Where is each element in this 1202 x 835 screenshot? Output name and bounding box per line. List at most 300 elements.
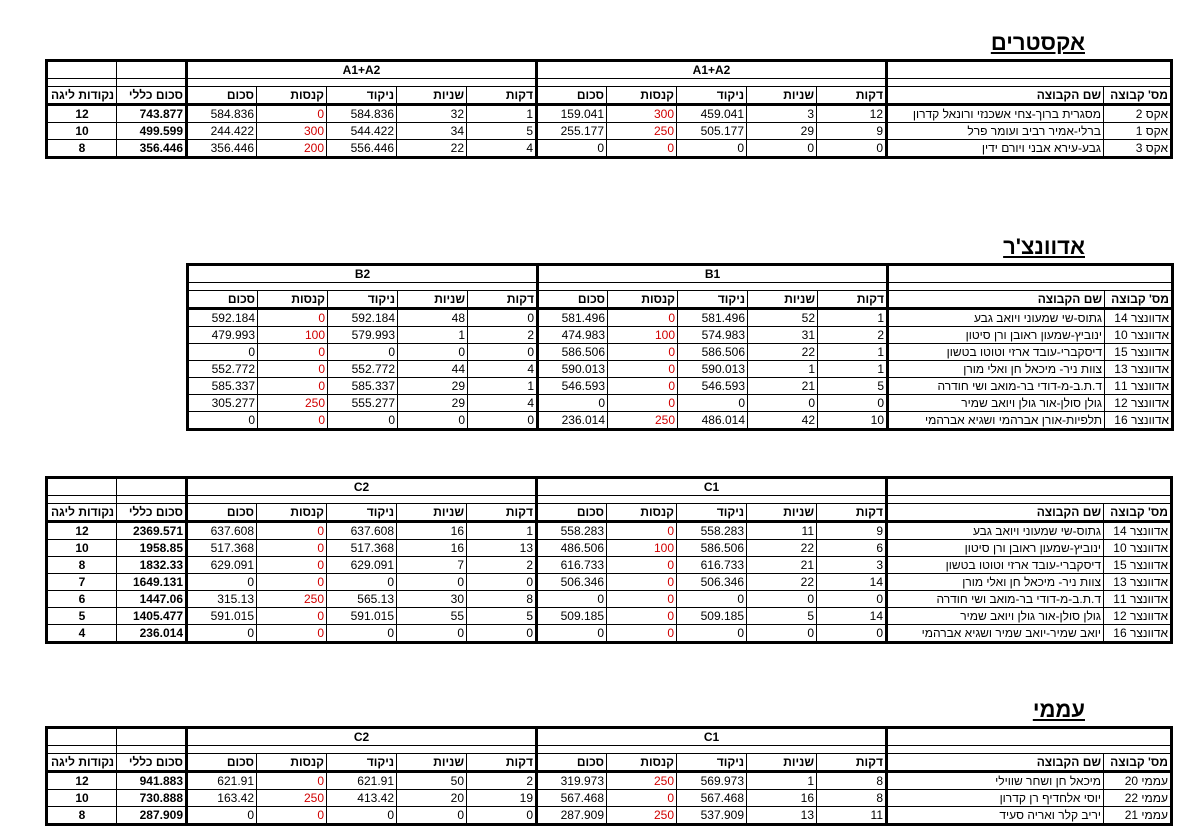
col-header-score: ניקוד	[328, 291, 398, 309]
g1-seconds: 0	[747, 140, 817, 158]
g1-seconds: 29	[747, 123, 817, 140]
section-title-adventure: אדוונצ'ר	[1003, 234, 1085, 259]
g1-sum: 474.983	[538, 327, 608, 344]
col-header-score: ניקוד	[678, 291, 748, 309]
g1-score: 506.346	[677, 574, 747, 591]
g2-score: 544.422	[327, 123, 397, 140]
g1-seconds: 22	[748, 344, 818, 361]
table-row	[47, 522, 1172, 540]
g2-penalties: 250	[258, 395, 328, 412]
header-spacer	[117, 478, 187, 496]
col-header-sum: סכום	[537, 87, 607, 105]
col-header-team-no: מס' קבוצה	[1104, 754, 1172, 772]
g2-sum: 0	[187, 625, 257, 643]
col-header-team-name: שם הקבוצה	[887, 87, 1104, 105]
col-header-penalties: קנסות	[607, 754, 677, 772]
team-number: אקס 1	[1104, 123, 1172, 140]
total-sum: 1405.477	[117, 608, 187, 625]
g1-minutes: 10	[818, 412, 888, 430]
blank-cell	[187, 496, 537, 504]
g2-sum: 244.422	[187, 123, 257, 140]
g1-seconds: 3	[747, 105, 817, 123]
blank-cell	[117, 496, 187, 504]
team-number: אדוונצר 13	[1105, 361, 1173, 378]
g1-minutes: 11	[817, 807, 887, 825]
league-points: 4	[47, 625, 117, 643]
col-header-total: סכום כללי	[117, 87, 187, 105]
league-points: 10	[47, 790, 117, 807]
g1-sum: 567.468	[537, 790, 607, 807]
g2-penalties: 300	[257, 123, 327, 140]
col-header-minutes: דקות	[818, 291, 888, 309]
g1-penalties: 0	[607, 140, 677, 158]
g1-sum: 546.593	[538, 378, 608, 395]
g1-penalties: 300	[607, 105, 677, 123]
g2-penalties: 100	[258, 327, 328, 344]
g2-penalties: 0	[257, 574, 327, 591]
g2-penalties: 0	[258, 378, 328, 395]
team-name: דיסקברי-עובד ארזי וטוטו בטשון	[887, 557, 1104, 574]
g1-seconds: 31	[748, 327, 818, 344]
g1-score: 558.283	[677, 522, 747, 540]
g1-sum: 558.283	[537, 522, 607, 540]
table-row	[188, 309, 1173, 327]
g1-penalties: 0	[608, 395, 678, 412]
g1-minutes: 9	[817, 522, 887, 540]
col-header-sum: סכום	[537, 754, 607, 772]
g2-score: 585.337	[328, 378, 398, 395]
table-row	[47, 105, 1172, 123]
col-header-minutes: דקות	[817, 87, 887, 105]
col-header-minutes: דקות	[817, 504, 887, 522]
total-sum: 499.599	[117, 123, 187, 140]
g2-sum: 0	[187, 807, 257, 825]
team-name: יוסי אלחדיף רן קדרון	[887, 790, 1104, 807]
team-name: גולן סולן-אור גולן ויואב שמיר	[888, 395, 1105, 412]
col-header-penalties: קנסות	[608, 291, 678, 309]
g2-minutes: 5	[467, 608, 537, 625]
g2-minutes: 0	[467, 574, 537, 591]
g2-minutes: 0	[468, 309, 538, 327]
col-header-seconds: שניות	[398, 291, 468, 309]
g2-penalties: 0	[258, 412, 328, 430]
league-points: 6	[47, 591, 117, 608]
col-header-score: ניקוד	[327, 87, 397, 105]
g1-penalties: 0	[608, 361, 678, 378]
blank-cell	[117, 746, 187, 754]
g1-score: 567.468	[677, 790, 747, 807]
g2-seconds: 29	[398, 395, 468, 412]
g1-score: 574.983	[678, 327, 748, 344]
g2-sum: 585.337	[188, 378, 258, 395]
g1-penalties: 0	[608, 309, 678, 327]
team-name: ינוביץ-שמעון ראובן ורן סיטון	[888, 327, 1105, 344]
table-row	[188, 327, 1173, 344]
g2-penalties: 0	[257, 540, 327, 557]
col-header-league-points: נקודות ליגה	[47, 87, 117, 105]
g2-minutes: 19	[467, 790, 537, 807]
g2-penalties: 0	[258, 344, 328, 361]
team-name: יריב קלר ואריה סעיד	[887, 807, 1104, 825]
g1-score: 546.593	[678, 378, 748, 395]
g1-sum: 586.506	[538, 344, 608, 361]
team-number: אדוונצר 10	[1104, 540, 1172, 557]
g1-score: 0	[677, 140, 747, 158]
g1-minutes: 6	[817, 540, 887, 557]
g1-minutes: 0	[817, 591, 887, 608]
g2-seconds: 44	[398, 361, 468, 378]
g1-sum: 616.733	[537, 557, 607, 574]
g2-sum: 552.772	[188, 361, 258, 378]
table-row	[188, 378, 1173, 395]
g1-seconds: 0	[747, 625, 817, 643]
header-spacer	[117, 728, 187, 746]
g2-score: 565.13	[327, 591, 397, 608]
table-row	[47, 574, 1172, 591]
group-label: A1+A2	[187, 61, 537, 79]
results-table-adventure-c	[45, 476, 1173, 644]
blank-cell	[887, 746, 1172, 754]
g1-sum: 287.909	[537, 807, 607, 825]
g1-seconds: 42	[748, 412, 818, 430]
header-spacer	[47, 478, 117, 496]
col-header-penalties: קנסות	[258, 291, 328, 309]
g1-penalties: 0	[607, 591, 677, 608]
header-spacer	[887, 478, 1172, 496]
g2-minutes: 8	[467, 591, 537, 608]
table-row	[47, 807, 1172, 825]
g1-score: 459.041	[677, 105, 747, 123]
group-label: B2	[188, 265, 538, 283]
g1-seconds: 11	[747, 522, 817, 540]
g2-score: 591.015	[327, 608, 397, 625]
table-row	[47, 123, 1172, 140]
team-number: אדוונצר 14	[1105, 309, 1173, 327]
total-sum: 356.446	[117, 140, 187, 158]
g1-sum: 0	[537, 140, 607, 158]
group-label: C2	[187, 728, 537, 746]
g1-score: 505.177	[677, 123, 747, 140]
g2-score: 0	[328, 412, 398, 430]
g1-score: 0	[677, 625, 747, 643]
g1-score: 486.014	[678, 412, 748, 430]
g1-score: 581.496	[678, 309, 748, 327]
g1-seconds: 22	[747, 574, 817, 591]
team-number: אדוונצר 15	[1104, 557, 1172, 574]
g2-minutes: 0	[468, 344, 538, 361]
g2-sum: 0	[188, 344, 258, 361]
g2-sum: 0	[187, 574, 257, 591]
header-spacer	[887, 61, 1172, 79]
col-header-minutes: דקות	[467, 504, 537, 522]
g1-seconds: 21	[747, 557, 817, 574]
team-number: אדוונצר 15	[1105, 344, 1173, 361]
g2-seconds: 1	[398, 327, 468, 344]
table-row	[47, 140, 1172, 158]
g2-seconds: 16	[397, 522, 467, 540]
g2-seconds: 0	[398, 344, 468, 361]
team-name: ד.ת.ב-מ-דודי בר-מואב ושי חודרה	[888, 378, 1105, 395]
col-header-team-no: מס' קבוצה	[1105, 291, 1173, 309]
g1-sum: 581.496	[538, 309, 608, 327]
g1-minutes: 1	[818, 361, 888, 378]
blank-cell	[187, 746, 537, 754]
table-row	[47, 625, 1172, 643]
g2-seconds: 0	[397, 807, 467, 825]
col-header-penalties: קנסות	[607, 87, 677, 105]
g1-sum: 319.973	[537, 772, 607, 790]
total-sum: 236.014	[117, 625, 187, 643]
g2-score: 0	[327, 807, 397, 825]
col-header-league-points: נקודות ליגה	[47, 754, 117, 772]
col-header-sum: סכום	[188, 291, 258, 309]
team-number: אדוונצר 16	[1104, 625, 1172, 643]
total-sum: 730.888	[117, 790, 187, 807]
g1-minutes: 14	[817, 608, 887, 625]
g1-penalties: 100	[607, 540, 677, 557]
g2-penalties: 0	[257, 625, 327, 643]
g2-seconds: 34	[397, 123, 467, 140]
g2-penalties: 250	[257, 591, 327, 608]
total-sum: 2369.571	[117, 522, 187, 540]
table-row	[47, 790, 1172, 807]
table-row	[47, 540, 1172, 557]
blank-cell	[187, 79, 537, 87]
g2-penalties: 250	[257, 790, 327, 807]
col-header-total: סכום כללי	[117, 504, 187, 522]
col-header-penalties: קנסות	[257, 87, 327, 105]
col-header-team-no: מס' קבוצה	[1104, 504, 1172, 522]
g2-sum: 637.608	[187, 522, 257, 540]
blank-cell	[188, 283, 538, 291]
team-number: אדוונצר 10	[1105, 327, 1173, 344]
col-header-score: ניקוד	[327, 504, 397, 522]
col-header-sum: סכום	[538, 291, 608, 309]
g1-seconds: 5	[747, 608, 817, 625]
col-header-sum: סכום	[187, 504, 257, 522]
g1-minutes: 0	[817, 625, 887, 643]
g2-score: 556.446	[327, 140, 397, 158]
team-number: עממי 21	[1104, 807, 1172, 825]
g1-seconds: 22	[747, 540, 817, 557]
results-table-adventure-b	[186, 263, 1174, 431]
g1-seconds: 16	[747, 790, 817, 807]
g1-score: 509.185	[677, 608, 747, 625]
league-points: 8	[47, 807, 117, 825]
table-row	[47, 557, 1172, 574]
g1-minutes: 14	[817, 574, 887, 591]
header-spacer	[887, 728, 1172, 746]
league-points: 7	[47, 574, 117, 591]
blank-cell	[537, 496, 887, 504]
blank-cell	[537, 79, 887, 87]
blank-cell	[47, 79, 117, 87]
team-name: מיכאל חן ושחר שווילי	[887, 772, 1104, 790]
col-header-league-points: נקודות ליגה	[47, 504, 117, 522]
section-title-extreme: אקסטרים	[990, 30, 1085, 55]
g2-minutes: 0	[468, 412, 538, 430]
g2-seconds: 7	[397, 557, 467, 574]
g1-penalties: 0	[607, 557, 677, 574]
col-header-team-no: מס' קבוצה	[1104, 87, 1172, 105]
g1-minutes: 0	[818, 395, 888, 412]
blank-cell	[888, 283, 1173, 291]
g1-seconds: 0	[747, 591, 817, 608]
col-header-seconds: שניות	[397, 754, 467, 772]
table-row	[188, 395, 1173, 412]
header-spacer	[117, 61, 187, 79]
g1-penalties: 0	[607, 625, 677, 643]
team-name: גתוס-שי שמעוני ויואב גבע	[887, 522, 1104, 540]
g2-seconds: 50	[397, 772, 467, 790]
g2-sum: 629.091	[187, 557, 257, 574]
league-points: 5	[47, 608, 117, 625]
group-label: C1	[537, 478, 887, 496]
g1-sum: 0	[537, 625, 607, 643]
col-header-seconds: שניות	[748, 291, 818, 309]
g1-penalties: 250	[607, 772, 677, 790]
table-row	[188, 361, 1173, 378]
col-header-seconds: שניות	[747, 504, 817, 522]
g1-minutes: 0	[817, 140, 887, 158]
g2-penalties: 0	[257, 522, 327, 540]
col-header-seconds: שניות	[397, 504, 467, 522]
g2-minutes: 1	[468, 378, 538, 395]
team-name: ד.ת.ב-מ-דודי בר-מואב ושי חודרה	[887, 591, 1104, 608]
league-points: 12	[47, 105, 117, 123]
col-header-team-name: שם הקבוצה	[887, 754, 1104, 772]
g2-minutes: 2	[467, 557, 537, 574]
team-name: יואב שמיר-יואב שמיר ושגיא אברהמי	[887, 625, 1104, 643]
league-points: 12	[47, 772, 117, 790]
g1-minutes: 12	[817, 105, 887, 123]
col-header-minutes: דקות	[467, 87, 537, 105]
team-number: אקס 2	[1104, 105, 1172, 123]
team-name: צוות ניר- מיכאל חן ואלי מורן	[887, 574, 1104, 591]
header-spacer	[47, 728, 117, 746]
group-label: C1	[537, 728, 887, 746]
group-label: C2	[187, 478, 537, 496]
table-row	[47, 591, 1172, 608]
team-number: אדוונצר 12	[1104, 608, 1172, 625]
g2-sum: 517.368	[187, 540, 257, 557]
g2-seconds: 20	[397, 790, 467, 807]
league-points: 10	[47, 540, 117, 557]
col-header-score: ניקוד	[677, 754, 747, 772]
col-header-penalties: קנסות	[257, 754, 327, 772]
col-header-team-name: שם הקבוצה	[888, 291, 1105, 309]
g1-minutes: 5	[818, 378, 888, 395]
g1-score: 586.506	[678, 344, 748, 361]
team-name: דיסקברי-עובד ארזי וטוטו בטשון	[888, 344, 1105, 361]
g2-penalties: 0	[257, 608, 327, 625]
g2-score: 0	[328, 344, 398, 361]
g1-seconds: 52	[748, 309, 818, 327]
g1-sum: 255.177	[537, 123, 607, 140]
g2-sum: 584.836	[187, 105, 257, 123]
results-table-extreme	[45, 59, 1173, 159]
g2-sum: 621.91	[187, 772, 257, 790]
g1-seconds: 1	[748, 361, 818, 378]
g2-sum: 591.015	[187, 608, 257, 625]
col-header-minutes: דקות	[468, 291, 538, 309]
g1-sum: 236.014	[538, 412, 608, 430]
g1-seconds: 13	[747, 807, 817, 825]
g1-minutes: 8	[817, 790, 887, 807]
g2-seconds: 29	[398, 378, 468, 395]
g2-sum: 315.13	[187, 591, 257, 608]
col-header-score: ניקוד	[327, 754, 397, 772]
g1-sum: 159.041	[537, 105, 607, 123]
total-sum: 1447.06	[117, 591, 187, 608]
g1-penalties: 250	[607, 807, 677, 825]
g2-penalties: 0	[257, 557, 327, 574]
col-header-sum: סכום	[187, 87, 257, 105]
league-points: 10	[47, 123, 117, 140]
g2-score: 579.993	[328, 327, 398, 344]
g2-seconds: 48	[398, 309, 468, 327]
g1-score: 586.506	[677, 540, 747, 557]
group-label: B1	[538, 265, 888, 283]
g2-score: 592.184	[328, 309, 398, 327]
team-name: גבע-עירא אבני ויורם ידין	[887, 140, 1104, 158]
g2-sum: 305.277	[188, 395, 258, 412]
col-header-seconds: שניות	[747, 87, 817, 105]
g2-penalties: 0	[258, 361, 328, 378]
g1-seconds: 21	[748, 378, 818, 395]
g2-score: 621.91	[327, 772, 397, 790]
team-name: ברלי-אמיר רביב ועומר פרל	[887, 123, 1104, 140]
blank-cell	[117, 79, 187, 87]
g1-penalties: 0	[607, 608, 677, 625]
col-header-score: ניקוד	[677, 504, 747, 522]
col-header-minutes: דקות	[467, 754, 537, 772]
blank-cell	[887, 79, 1172, 87]
g1-minutes: 2	[818, 327, 888, 344]
col-header-seconds: שניות	[397, 87, 467, 105]
g1-score: 569.973	[677, 772, 747, 790]
g2-penalties: 200	[257, 140, 327, 158]
table-row	[188, 344, 1173, 361]
team-number: אקס 3	[1104, 140, 1172, 158]
col-header-sum: סכום	[187, 754, 257, 772]
g2-sum: 356.446	[187, 140, 257, 158]
g1-score: 0	[677, 591, 747, 608]
g1-penalties: 0	[608, 378, 678, 395]
g1-minutes: 1	[818, 309, 888, 327]
section-title-amami: עממי	[1032, 697, 1085, 722]
table-row	[47, 608, 1172, 625]
team-number: אדוונצר 11	[1104, 591, 1172, 608]
blank-cell	[887, 496, 1172, 504]
team-number: אדוונצר 16	[1105, 412, 1173, 430]
g1-minutes: 3	[817, 557, 887, 574]
g2-score: 552.772	[328, 361, 398, 378]
total-sum: 1958.85	[117, 540, 187, 557]
g2-seconds: 32	[397, 105, 467, 123]
g1-penalties: 250	[608, 412, 678, 430]
team-name: מסגרית ברוך-צחי אשכנזי ורונאל קדרון	[887, 105, 1104, 123]
team-number: אדוונצר 12	[1105, 395, 1173, 412]
g2-seconds: 16	[397, 540, 467, 557]
col-header-total: סכום כללי	[117, 754, 187, 772]
g2-minutes: 4	[467, 140, 537, 158]
g2-score: 0	[327, 625, 397, 643]
g1-penalties: 0	[607, 522, 677, 540]
g2-minutes: 4	[468, 361, 538, 378]
g2-sum: 479.993	[188, 327, 258, 344]
g2-minutes: 1	[467, 105, 537, 123]
